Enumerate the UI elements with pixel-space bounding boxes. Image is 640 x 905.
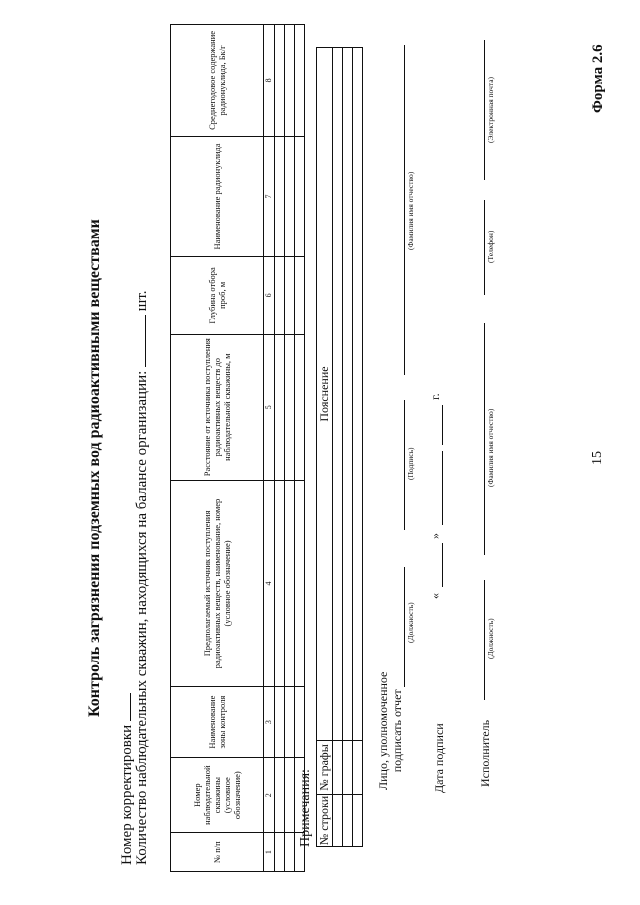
main-table bbox=[170, 24, 305, 872]
signing-date-label: Дата подписи bbox=[432, 723, 446, 793]
correction-number-blank[interactable] bbox=[118, 693, 131, 721]
header-col-7: Наименование радионуклида bbox=[171, 136, 264, 256]
date-open-quote: « bbox=[428, 593, 442, 599]
executor-label: Исполнитель bbox=[478, 719, 492, 787]
authorized-name-line[interactable] bbox=[404, 45, 405, 375]
date-close-quote: » bbox=[428, 533, 442, 539]
executor-phone-caption: (Телефон) bbox=[486, 230, 495, 263]
authorized-person-label: Лицо, уполномоченное подписать отчет bbox=[376, 671, 404, 790]
table-row[interactable] bbox=[343, 48, 353, 847]
executor-position-line[interactable] bbox=[484, 580, 485, 700]
form-number: Форма 2.6 bbox=[590, 44, 606, 113]
date-month-line[interactable] bbox=[442, 451, 443, 525]
wells-count-line bbox=[133, 290, 151, 865]
executor-name-caption: (Фамилия имя отчество) bbox=[486, 408, 495, 487]
header-col-4: Предполагаемый источник поступления радиоактивных веществ, наименование, номер (условное обозначение) bbox=[171, 480, 264, 686]
notes-title: Примечания: bbox=[298, 769, 313, 847]
notes-table bbox=[316, 47, 363, 847]
table-row[interactable] bbox=[353, 48, 363, 847]
col-number-7: 7 bbox=[264, 136, 275, 256]
header-col-2: Номер наблюдательной скважины (условное обозначение) bbox=[171, 758, 264, 833]
date-day-line[interactable] bbox=[442, 543, 443, 587]
header-col-3: Наименование зоны контроля bbox=[171, 687, 264, 758]
header-col-8: Среднегодовое содержание радионуклида, Бк/г bbox=[171, 25, 264, 137]
date-year-suffix: г. bbox=[428, 393, 442, 400]
notes-header-column-number: № графы bbox=[317, 741, 333, 795]
col-number-3: 3 bbox=[264, 687, 275, 758]
form-title: Контроль загрязнения подземных вод радиоактивными веществами bbox=[86, 219, 103, 717]
authorized-signature-line[interactable] bbox=[404, 400, 405, 530]
correction-number-label: Номер корректировки bbox=[119, 724, 135, 865]
table-row[interactable] bbox=[285, 25, 295, 872]
header-col-6: Глубина отбора проб, м bbox=[171, 257, 264, 334]
authorized-position-line[interactable] bbox=[404, 567, 405, 687]
authorized-signature-caption: (Подпись) bbox=[406, 447, 415, 480]
header-col-5: Расстояние от источника поступления радиоактивных веществ до наблюдательной скважины, м bbox=[171, 334, 264, 480]
col-number-1: 1 bbox=[264, 833, 275, 872]
table-row[interactable] bbox=[333, 48, 343, 847]
executor-phone-line[interactable] bbox=[484, 200, 485, 295]
authorized-position-caption: (Должность) bbox=[406, 602, 415, 643]
notes-header-row bbox=[317, 48, 333, 847]
executor-position-caption: (Должность) bbox=[486, 618, 495, 659]
wells-count-unit: шт. bbox=[134, 290, 150, 312]
col-number-8: 8 bbox=[264, 25, 275, 137]
date-year-line[interactable] bbox=[442, 405, 443, 445]
header-col-1: № п/п bbox=[171, 833, 264, 872]
wells-count-label: Количество наблюдательных скважин, находящихся на балансе организации: bbox=[134, 370, 150, 865]
executor-email-line[interactable] bbox=[484, 40, 485, 180]
page-number: 15 bbox=[590, 451, 605, 465]
col-number-2: 2 bbox=[264, 758, 275, 833]
notes-header-explanation: Пояснение bbox=[317, 48, 333, 741]
table-header-row bbox=[171, 25, 264, 872]
table-row[interactable] bbox=[295, 25, 305, 872]
table-number-row bbox=[264, 25, 275, 872]
executor-name-line[interactable] bbox=[484, 323, 485, 555]
col-number-5: 5 bbox=[264, 334, 275, 480]
wells-count-blank[interactable] bbox=[133, 315, 146, 367]
executor-email-caption: (Электронная почта) bbox=[486, 76, 495, 143]
notes-header-row-number: № строки bbox=[317, 795, 331, 846]
table-row[interactable] bbox=[275, 25, 285, 872]
col-number-4: 4 bbox=[264, 480, 275, 686]
col-number-6: 6 bbox=[264, 257, 275, 334]
authorized-name-caption: (Фамилия имя отчество) bbox=[406, 171, 415, 250]
